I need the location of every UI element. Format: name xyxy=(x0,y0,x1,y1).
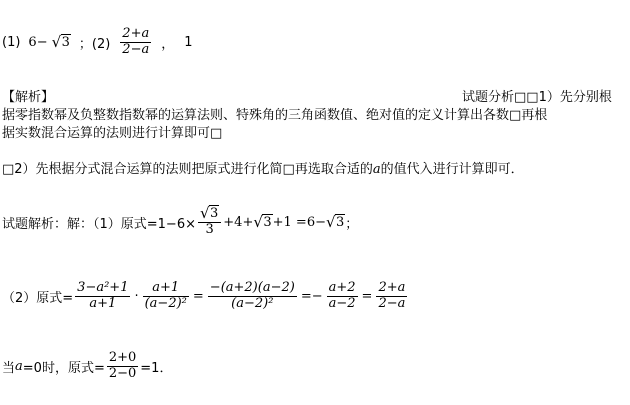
part2-fraction-2 xyxy=(143,281,189,311)
f1-den: 3 xyxy=(205,221,214,237)
answer-fraction xyxy=(120,27,151,57)
final-prefix: 当 xyxy=(2,360,16,376)
sqrt-term xyxy=(253,215,272,230)
multiply-dot: · xyxy=(134,288,139,304)
equals-2: =− xyxy=(300,288,323,304)
part1-label: (1) xyxy=(2,34,21,50)
line4-text-a: □2）先根据分式混合运算的法则把原式进行化简□再选取合适的 xyxy=(2,162,373,177)
analysis-line-2: 据零指数幂及负整数指数幂的运算法则、特殊角的三角函数值、绝对值的定义计算出各数□再根 xyxy=(2,108,548,123)
sqrt-term-radicand: 3 xyxy=(263,214,272,230)
solution-part1 xyxy=(2,200,358,244)
analysis-hint: 试题分析□□1）先分别根 xyxy=(462,90,612,105)
fraction-numerator: 2+a xyxy=(122,26,150,42)
final-fraction xyxy=(107,351,138,381)
p2-f4-den: a−2 xyxy=(328,295,356,311)
fraction-denominator: 2−a xyxy=(122,41,150,57)
equals-1: = xyxy=(192,288,204,304)
line4-variable: a xyxy=(372,162,381,177)
separator: ；(2) xyxy=(78,36,111,52)
p2-f3-num: −(a+2)(a−2) xyxy=(209,280,295,296)
p2-f4-num: a+2 xyxy=(328,280,356,296)
p2-f2-den: (a−2)² xyxy=(144,295,187,311)
sqrt3-over-3 xyxy=(198,207,221,237)
answer-line xyxy=(2,20,193,64)
sqrt-expression xyxy=(52,35,71,50)
part2-fraction-5 xyxy=(376,281,407,311)
f1-num: 3 xyxy=(210,206,219,222)
final-variable: a xyxy=(15,358,23,374)
solution-part2 xyxy=(2,268,409,324)
solution-end: ； xyxy=(345,216,359,232)
result-sqrt-radicand: 3 xyxy=(335,214,345,230)
analysis-line-4 xyxy=(2,158,524,177)
final-middle: =0时，原式= xyxy=(22,360,105,376)
p2-f2-num: a+1 xyxy=(143,281,189,296)
part2-fraction-4 xyxy=(327,281,358,311)
p2-f1-den: a+1 xyxy=(89,295,117,311)
line4-text-b: 的值代入进行计算即可． xyxy=(380,162,524,177)
part2-fraction-3 xyxy=(208,281,297,311)
final-suffix: =1． xyxy=(140,360,173,376)
p2-f1-num: 3−a²+1 xyxy=(77,280,129,296)
analysis-line-3: 据实数混合运算的法则进行计算即可□ xyxy=(2,126,223,141)
equals-3: = xyxy=(361,288,373,304)
comma: ， xyxy=(161,36,175,52)
p2-f3-den: (a−2)² xyxy=(231,295,274,311)
final-evaluation xyxy=(2,344,172,388)
after-sqrt: +1 =6− xyxy=(272,214,326,230)
final-f-den: 2−0 xyxy=(108,365,137,381)
p2-f5-num: 2+a xyxy=(378,280,406,296)
p2-f5-den: 2−a xyxy=(378,295,406,311)
after-fraction: +4+ xyxy=(223,214,254,230)
sqrt-radicand: 3 xyxy=(61,34,70,50)
sqrt-numerator xyxy=(200,207,219,221)
part2-fraction-1 xyxy=(75,281,130,311)
final-f-num: 2+0 xyxy=(108,350,137,366)
result-sqrt xyxy=(326,215,345,230)
solution-intro: 试题解析：解：（1）原式=1−6× xyxy=(2,216,196,232)
part2-label: （2）原式= xyxy=(2,290,74,306)
analysis-heading: 【解析】 xyxy=(2,90,55,105)
part1-value: 6− xyxy=(28,34,48,50)
final-answer: 1 xyxy=(184,34,193,50)
